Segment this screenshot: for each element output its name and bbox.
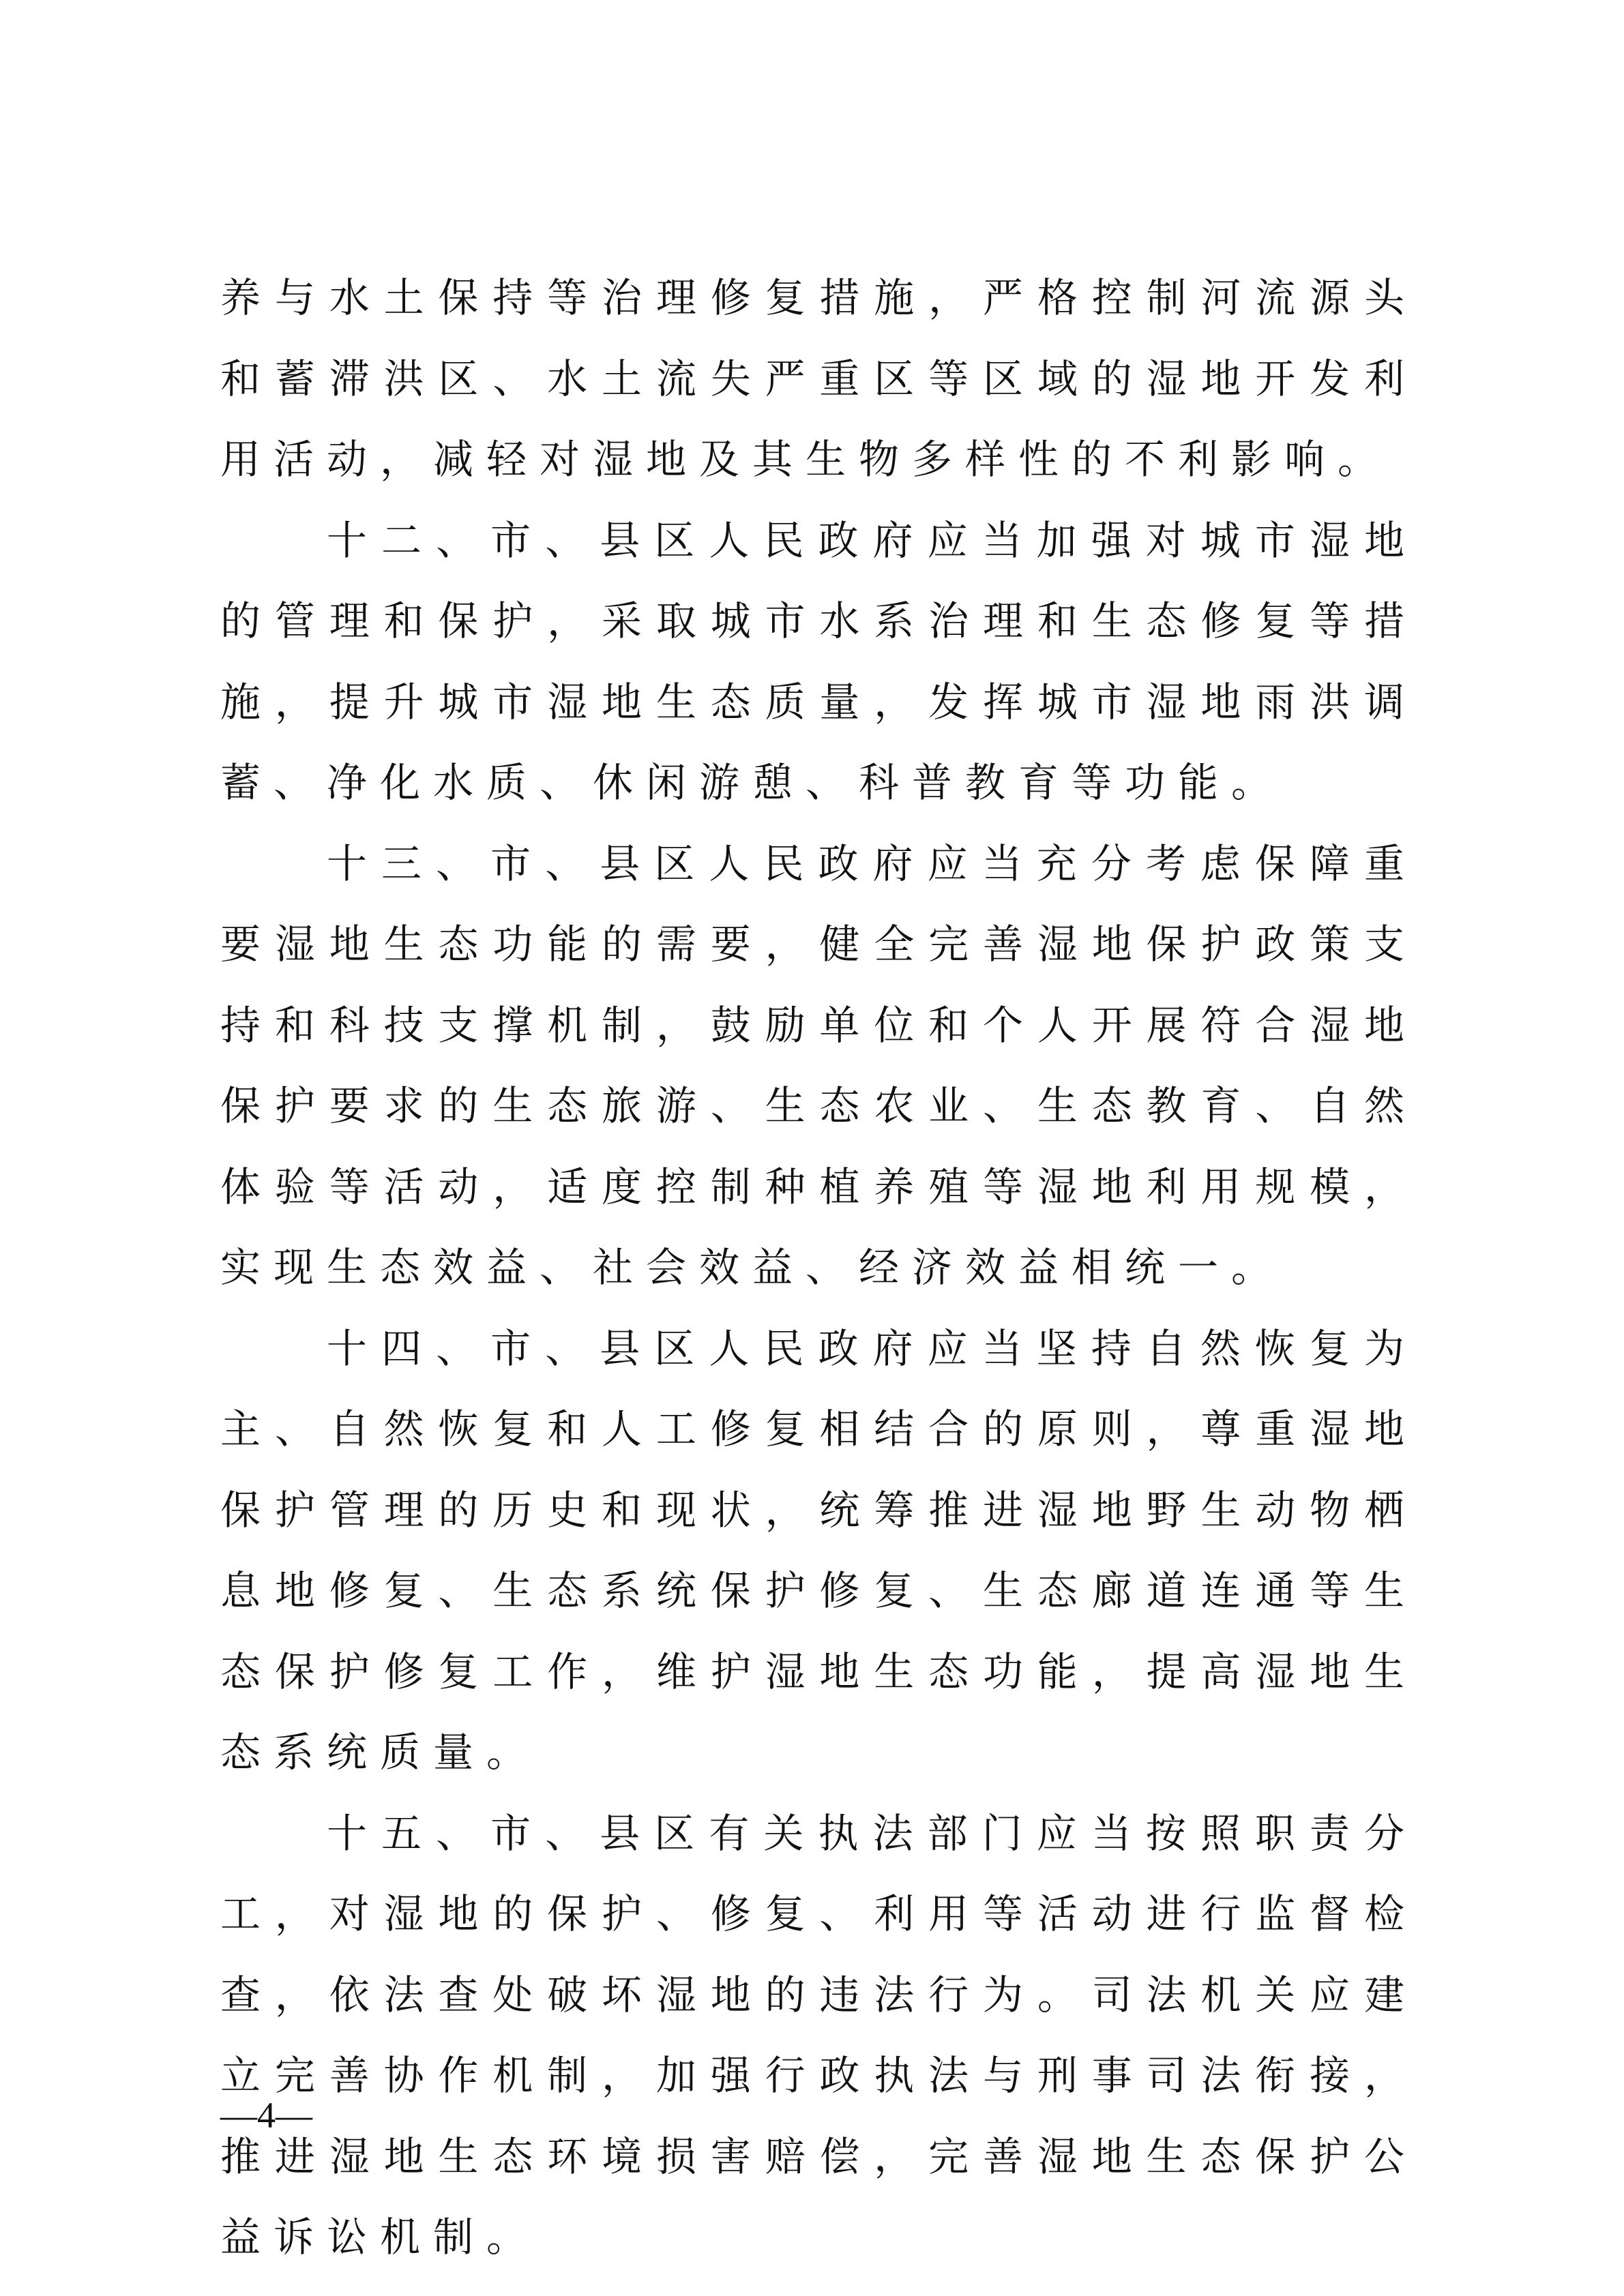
paragraph-article-12: 十二、市、县区人民政府应当加强对城市湿地的管理和保护，采取城市水系治理和生态修复等措施，提升城市湿地生态质量，发挥城市湿地雨洪调蓄、净化水质、休闲游憩、科普教育等功能。 bbox=[220, 516, 1417, 806]
paragraph-article-15: 十五、市、县区有关执法部门应当按照职责分工，对湿地的保护、修复、利用等活动进行监督检查，依法查处破坏湿地的违法行为。司法机关应建立完善协作机制，加强行政执法与刑事司法衔接，推进湿地生态环境损害赔偿，完善湿地生态保护公益诉讼机制。 bbox=[220, 1809, 1417, 2261]
paragraph-article-14: 十四、市、县区人民政府应当坚持自然恢复为主、自然恢复和人工修复相结合的原则，尊重湿地保护管理的历史和现状，统筹推进湿地野生动物栖息地修复、生态系统保护修复、生态廊道连通等生态保护修复工作，维护湿地生态功能，提高湿地生态系统质量。 bbox=[220, 1324, 1417, 1776]
document-body bbox=[220, 258, 1417, 2278]
page-number: —4— bbox=[220, 2095, 312, 2136]
paragraph-article-13: 十三、市、县区人民政府应当充分考虑保障重要湿地生态功能的需要，健全完善湿地保护政策支持和科技支撑机制，鼓励单位和个人开展符合湿地保护要求的生态旅游、生态农业、生态教育、自然体验等活动，适度控制种植养殖等湿地利用规模，实现生态效益、社会效益、经济效益相统一。 bbox=[220, 839, 1417, 1291]
paragraph-continuation: 养与水土保持等治理修复措施，严格控制河流源头和蓄滞洪区、水土流失严重区等区域的湿地开发利用活动，减轻对湿地及其生物多样性的不利影响。 bbox=[220, 274, 1417, 483]
